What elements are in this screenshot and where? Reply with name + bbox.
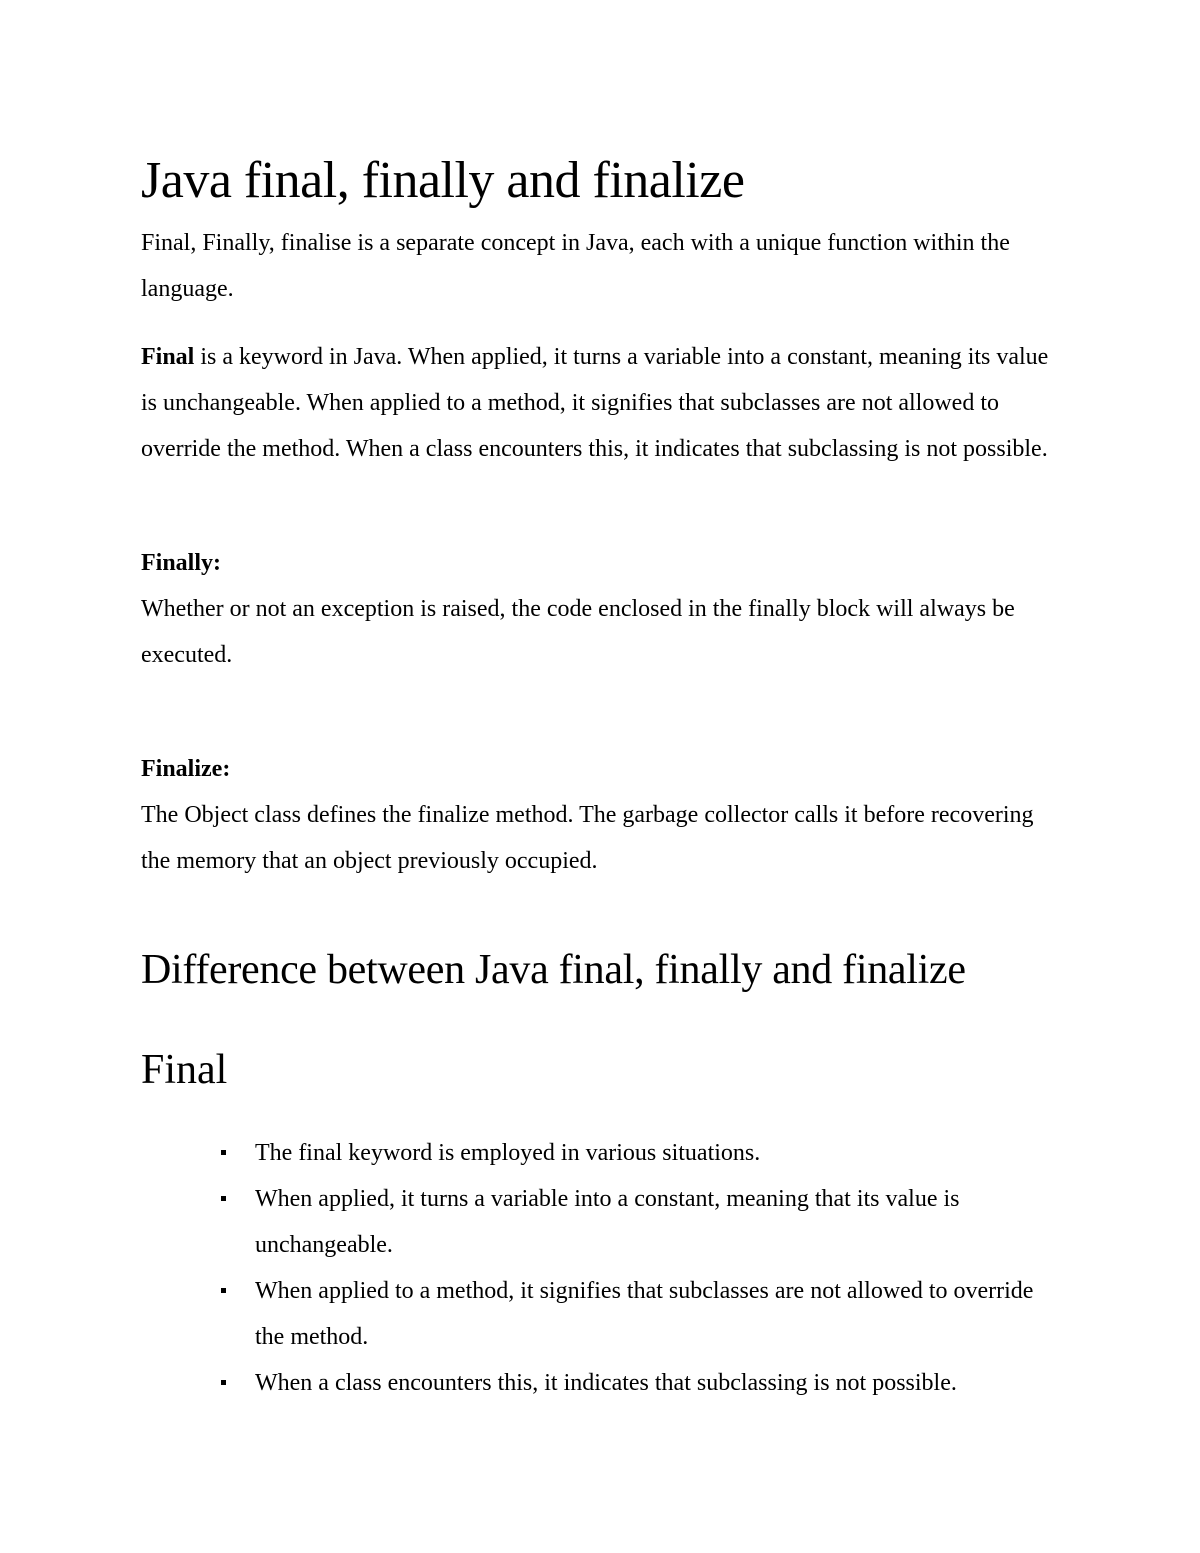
list-item xyxy=(255,1360,1061,1406)
finally-heading: Finally: xyxy=(141,550,222,576)
finalize-text: The Object class defines the finalize method. The garbage collector calls it before recovering the memory that an object previously occupied. xyxy=(141,802,1034,874)
final-section-heading: Final xyxy=(141,1047,228,1093)
page-title: Java final, finally and finalize xyxy=(141,152,745,209)
final-bullet-list xyxy=(141,1130,1061,1406)
final-bold-term: Final xyxy=(141,344,195,370)
square-bullet-icon xyxy=(221,1150,226,1155)
intro-paragraph: Final, Finally, finalise is a separate concept in Java, each with a unique function within the language. xyxy=(141,230,1010,302)
finally-text: Whether or not an exception is raised, the code enclosed in the finally block will always be executed. xyxy=(141,596,1015,668)
square-bullet-icon xyxy=(221,1288,226,1293)
list-item xyxy=(255,1130,1061,1176)
list-item-text: When applied to a method, it signifies that subclasses are not allowed to override the method. xyxy=(255,1278,1034,1350)
square-bullet-icon xyxy=(221,1196,226,1201)
final-paragraph xyxy=(141,334,1061,472)
list-item xyxy=(255,1268,1061,1360)
list-item-text: When applied, it turns a variable into a constant, meaning that its value is unchangeable. xyxy=(255,1186,960,1258)
document-content xyxy=(141,150,1061,1406)
list-item-text: When a class encounters this, it indicates that subclassing is not possible. xyxy=(255,1370,957,1396)
finalize-heading: Finalize: xyxy=(141,756,231,782)
square-bullet-icon xyxy=(221,1380,226,1385)
list-item-text: The final keyword is employed in various situations. xyxy=(255,1140,761,1166)
list-item xyxy=(255,1176,1061,1268)
final-paragraph-text: is a keyword in Java. When applied, it turns a variable into a constant, meaning its value is unchangeable. When applied to a method, it signifies that subclasses are not allowed to override the method. When a class encounters this, it indicates that subclassing is not possible. xyxy=(141,344,1049,462)
difference-heading: Difference between Java final, finally and finalize xyxy=(141,947,966,993)
